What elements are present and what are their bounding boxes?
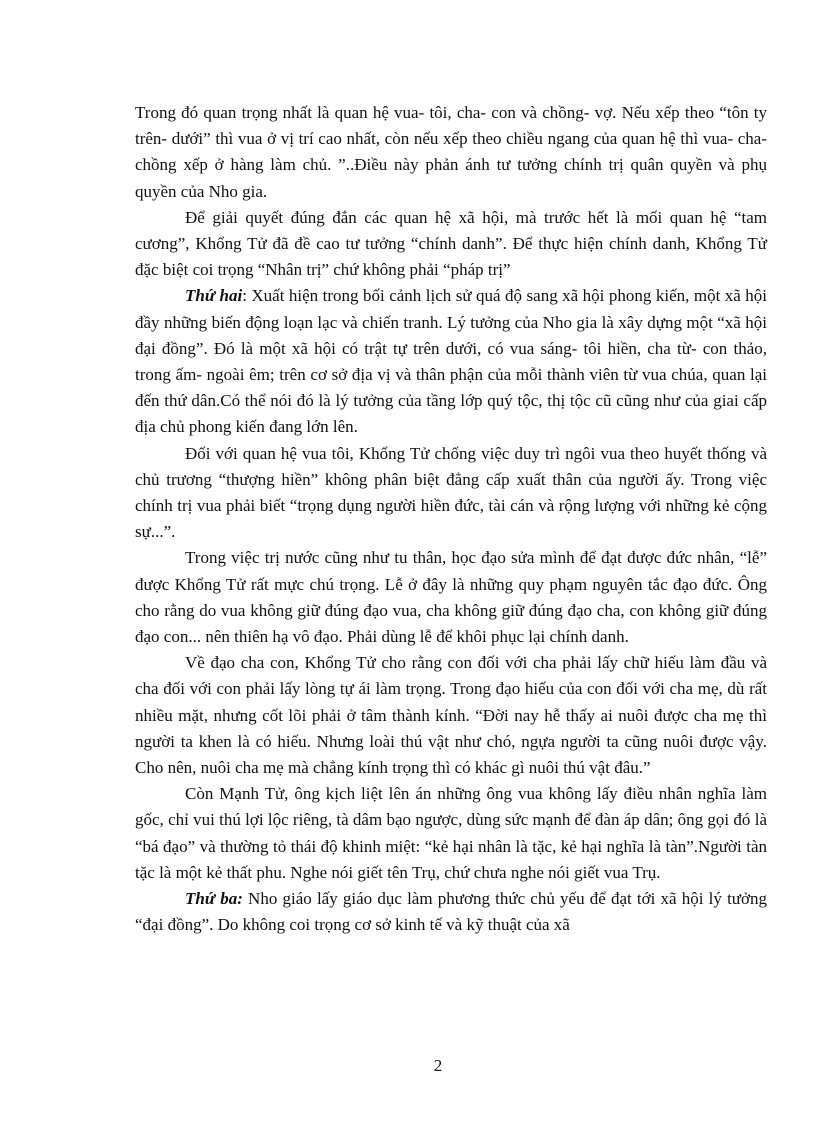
paragraph-4: Đối với quan hệ vua tôi, Khổng Tử chống việc duy trì ngôi vua theo huyết thống và chủ trương “thượng hiền” không phân biệt đẳng cấp xuất thân của người ấy. Trong việc chính trị vua phải biết “trọng dụng người hiền đức, tài cán và rộng lượng với những kẻ cộng sự...”. bbox=[135, 443, 767, 542]
paragraph-3: Thứ hai: Xuất hiện trong bối cảnh lịch sử quá độ sang xã hội phong kiến, một xã hội đầy những biến động loạn lạc và chiến tranh. Lý tưởng của Nho gia là xây dựng một “xã hội đại đồng”. Đó là một xã hội có trật tự trên dưới, có vua sáng- tôi hiền, cha từ- con thảo, trong ấm- ngoài êm; trên cơ sở địa vị và thân phận của mỗi thành viên từ vua chúa, quan lại đến thứ dân.Có thể nói đó là lý tưởng của tầng lớp quý tộc, thị tộc cũ cũng như của giai cấp địa chủ phong kiến đang lớn lên. bbox=[135, 286, 768, 437]
paragraph-7: Còn Mạnh Tử, ông kịch liệt lên án những ông vua không lấy điều nhân nghĩa làm gốc, chỉ vui thú lợi lộc riêng, tà dâm bạo ngược, dùng sức mạnh để đàn áp dân; ông gọi đó là “bá đạo” và thường tỏ thái độ khinh miệt: “kẻ hại nhân là tặc, kẻ hại nghĩa là tàn”.Người tàn tặc là một kẻ thất phu. Nghe nói giết tên Trụ, chứ chưa nghe nói giết vua Trụ. bbox=[135, 784, 767, 882]
paragraph-6: Về đạo cha con, Khổng Tử cho rằng con đối với cha phải lấy chữ hiếu làm đầu và cha đối với con phải lấy lòng tự ái làm trọng. Trong đạo hiếu của con đối với cha mẹ, dù rất nhiều mặt, nhưng cốt lõi phải ở tâm thành kính. “Đời nay hễ thấy ai nuôi được cha mẹ thì người ta khen là có hiếu. Nhưng loài thú vật như chó, ngựa người ta cũng nuôi được vậy. Cho nên, nuôi cha mẹ mà chẳng kính trọng thì có khác gì nuôi thú vật đâu.” bbox=[135, 653, 767, 778]
body-text bbox=[135, 100, 767, 939]
paragraph-2: Để giải quyết đúng đắn các quan hệ xã hội, mà trước hết là mối quan hệ “tam cương”, Khổng Tử đã đề cao tư tưởng “chính danh”. Để thực hiện chính danh, Khổng Tử đặc biệt coi trọng “Nhân trị” chứ không phải “pháp trị” bbox=[135, 207, 767, 280]
page-number: 2 bbox=[433, 1056, 443, 1075]
paragraph-1: Trong đó quan trọng nhất là quan hệ vua- tôi, cha- con và chồng- vợ. Nếu xếp theo “tôn ty trên- dưới” thì vua ở vị trí cao nhất, còn nếu xếp theo chiều ngang của quan hệ thì vua- cha- chồng xếp ở hàng làm chủ. ”..Điều này phản ánh tư tưởng chính trị quân quyền và phụ quyền của Nho gia. bbox=[135, 103, 767, 201]
paragraph-5: Trong việc trị nước cũng như tu thân, học đạo sửa mình để đạt được đức nhân, “lễ” được Khổng Tử rất mực chú trọng. Lễ ở đây là những quy phạm nguyên tắc đạo đức. Ông cho rằng do vua không giữ đúng đạo vua, cha không giữ đúng đạo cha, con không giữ đúng đạo con... nên thiên hạ vô đạo. Phải dùng lễ để khôi phục lại chính danh. bbox=[135, 548, 767, 647]
paragraph-8: Thứ ba: Nho giáo lấy giáo dục làm phương thức chủ yếu để đạt tới xã hội lý tưởng “đại đồng”. Do không coi trọng cơ sở kinh tế và kỹ thuật của xã bbox=[135, 889, 767, 935]
paragraph-label: Thứ hai bbox=[185, 286, 243, 306]
paragraph-label: Thứ ba: bbox=[185, 889, 243, 909]
